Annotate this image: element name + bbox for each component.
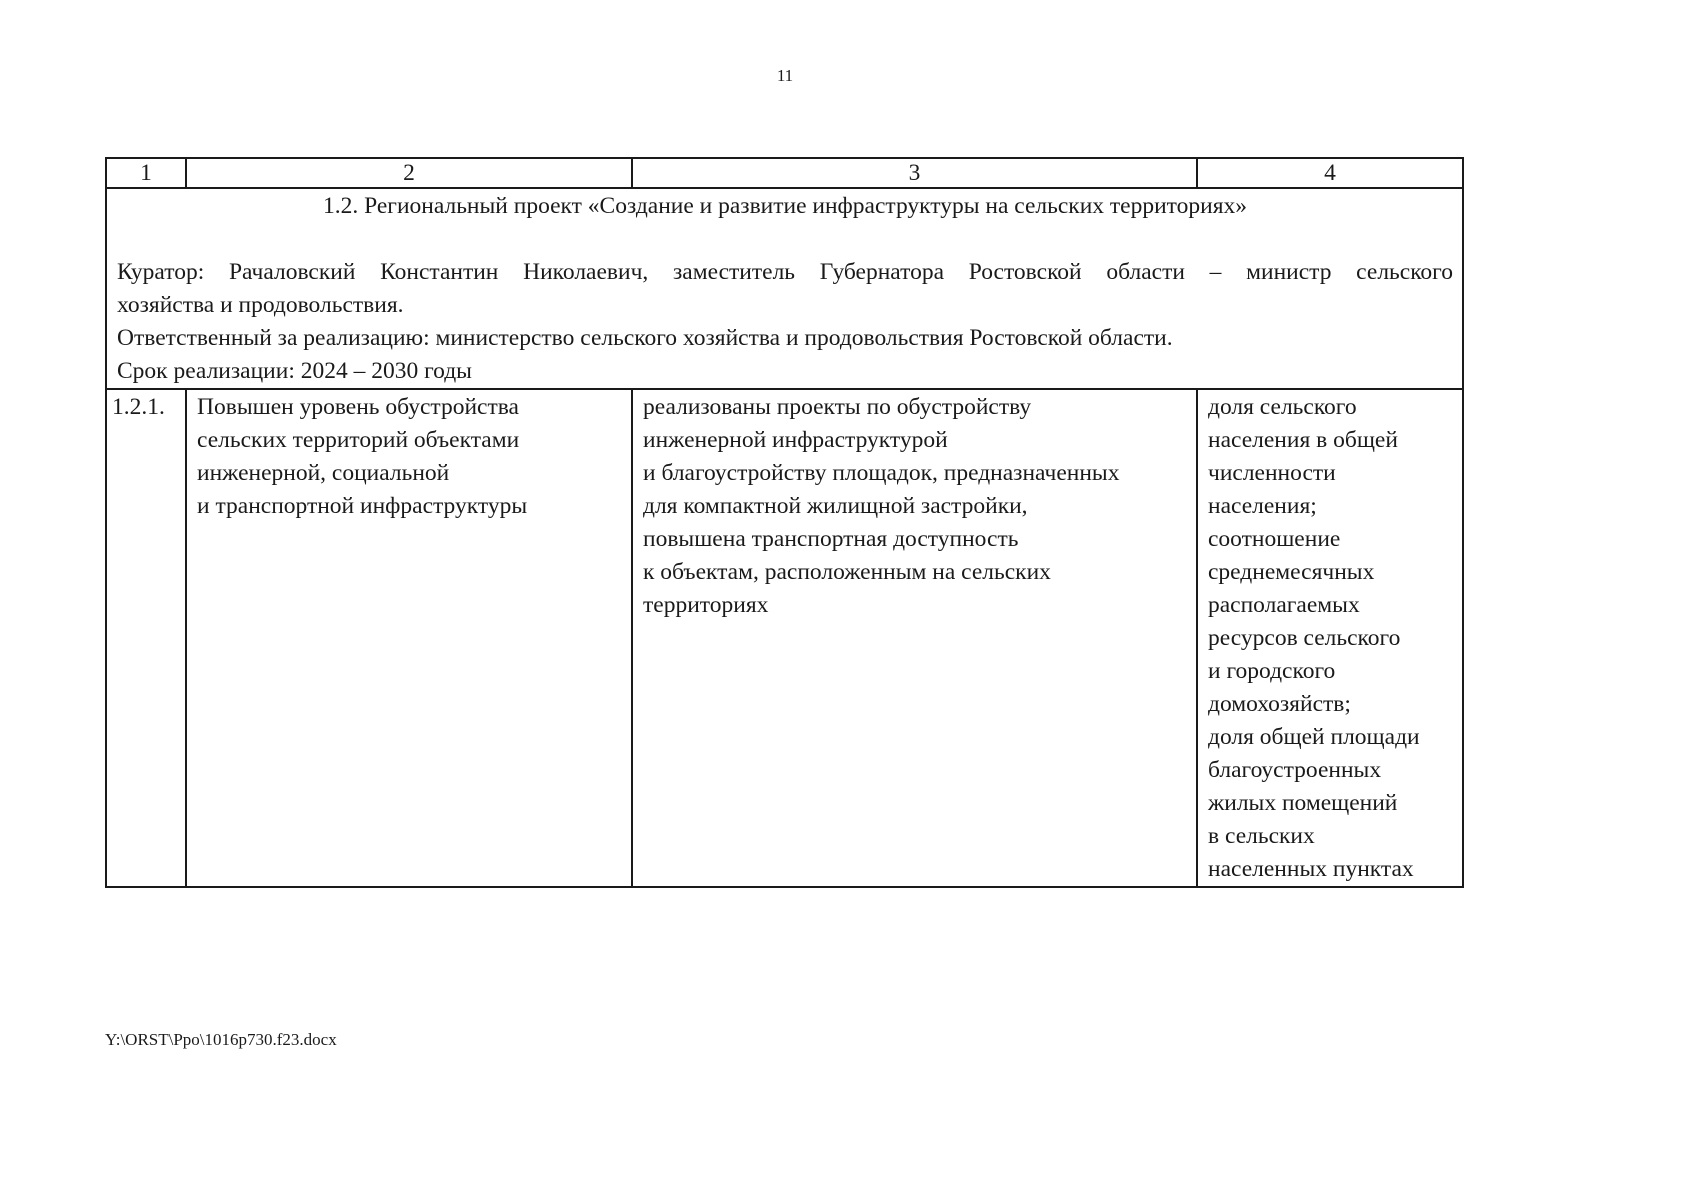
measures-table xyxy=(105,157,1464,888)
indicator-cell xyxy=(1197,389,1463,887)
deadline-line: Срок реализации: 2024 – 2030 годы xyxy=(117,358,472,384)
indicator-line: населения в общей xyxy=(1208,427,1398,453)
task-line: Повышен уровень обустройства xyxy=(197,394,519,420)
indicator-line: ресурсов сельского xyxy=(1208,625,1401,651)
result-line: повышена транспортная доступность xyxy=(643,526,1019,552)
result-line: инженерной инфраструктурой xyxy=(643,427,948,453)
indicator-line: соотношение xyxy=(1208,526,1341,552)
indicator-line: численности xyxy=(1208,460,1336,486)
section-cell xyxy=(106,188,1463,389)
column-number-row xyxy=(106,158,1463,188)
indicator-line: и городского xyxy=(1208,658,1336,684)
result-line: к объектам, расположенным на сельских xyxy=(643,559,1051,585)
indicator-line: жилых помещений xyxy=(1208,790,1398,816)
result-cell xyxy=(632,389,1197,887)
curator-line: Куратор: Рачаловский Константин Николаевич, заместитель Губернатора Ростовской области – министр сельского xyxy=(117,259,1453,285)
indicator-line: населенных пунктах xyxy=(1208,856,1414,882)
table-row xyxy=(106,389,1463,887)
section-title: 1.2. Региональный проект «Создание и развитие инфраструктуры на сельских территориях» xyxy=(322,193,1248,219)
task-line: и транспортной инфраструктуры xyxy=(197,493,528,519)
result-line: реализованы проекты по обустройству xyxy=(643,394,1032,420)
row-number: 1.2.1. xyxy=(106,389,186,887)
column-header-2: 2 xyxy=(186,158,632,188)
footer-file-path: Y:\ORST\Ppo\1016p730.f23.docx xyxy=(105,1030,337,1049)
column-header-1: 1 xyxy=(106,158,186,188)
result-line: территориях xyxy=(643,592,769,618)
page-number: 11 xyxy=(776,66,794,85)
indicator-line: доля сельского xyxy=(1208,394,1357,420)
column-header-3: 3 xyxy=(632,158,1197,188)
task-cell xyxy=(186,389,632,887)
curator-line-continuation: хозяйства и продовольствия. xyxy=(117,292,404,318)
result-line: и благоустройству площадок, предназначенных xyxy=(643,460,1120,486)
task-line: инженерной, социальной xyxy=(197,460,450,486)
indicator-line: среднемесячных xyxy=(1208,559,1375,585)
task-line: сельских территорий объектами xyxy=(197,427,520,453)
result-line: для компактной жилищной застройки, xyxy=(643,493,1028,519)
indicator-line: домохозяйств; xyxy=(1208,691,1351,717)
indicator-line: благоустроенных xyxy=(1208,757,1382,783)
section-row xyxy=(106,188,1463,389)
indicator-line: населения; xyxy=(1208,493,1317,519)
indicator-line: располагаемых xyxy=(1208,592,1360,618)
responsible-line: Ответственный за реализацию: министерство сельского хозяйства и продовольствия Ростовской области. xyxy=(117,325,1173,351)
column-header-4: 4 xyxy=(1197,158,1463,188)
indicator-line: доля общей площади xyxy=(1208,724,1420,750)
indicator-line: в сельских xyxy=(1208,823,1315,849)
